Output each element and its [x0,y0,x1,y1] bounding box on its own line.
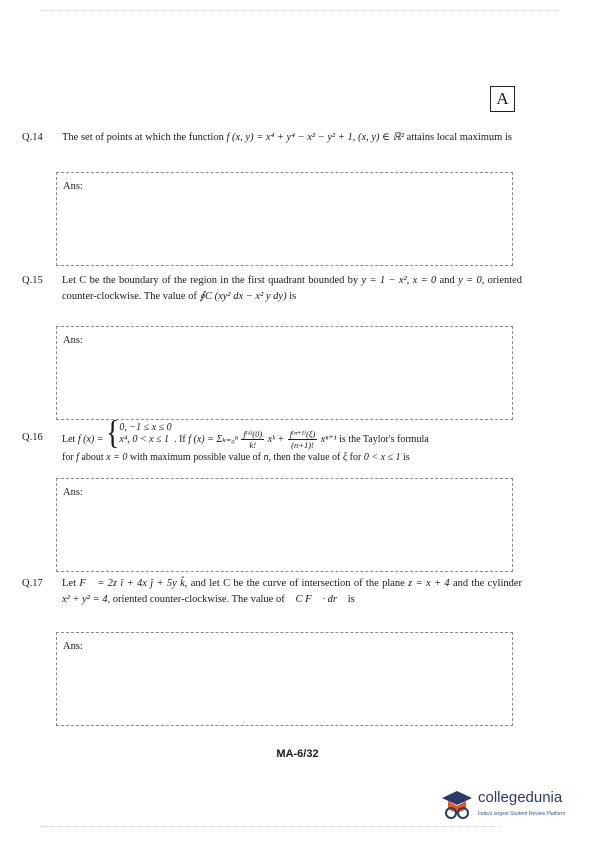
taylor-term-fraction: $\frac{\text{f⁽ᵏ⁾(0)}}{k!}$ [243,429,263,451]
answer-box-15[interactable] [56,326,513,420]
answer-label: Ans: [63,487,83,498]
question-15 [22,273,522,306]
page-footer: MA-6/32 [276,748,319,760]
question-number: Q.17 [22,578,43,589]
left-brace-icon: { [105,414,120,452]
brand-logo [440,785,580,825]
answer-box-16[interactable] [56,478,513,572]
question-text: The set of points at which the function f (x, y) = x⁴ + y⁴ − x² − y² + 1, (x, y) ∈ ℝ² attains local maximum is [62,132,512,143]
question-text: Let f (x) = { 0, −1 ≤ x ≤ 0 x⁴, 0 < x ≤ 1 . If f (x) = Σₖ₌₀ⁿ $\frac{\text{f⁽ᵏ⁾(0)}}{k!}$ xᵏ + $\frac{\text{f⁽ⁿ⁺¹⁾(ξ)}}{(n+1)!}$ xⁿ⁺¹ is the Taylor's formula for f about x = 0 with maximum possible value of n, then the value of ξ for 0 < x ≤ 1 is [62,414,429,464]
line-integral-expression: ∮C F⃗ · dr⃗ [287,594,346,606]
vector-field-expression: F⃗ = 2z î + 4x ĵ + 5y k̂, [79,578,188,589]
line-integral-expression: ∮C (xy² dx − x² y dy) [199,291,287,303]
answer-box-17[interactable] [56,632,513,726]
answer-label: Ans: [63,335,83,346]
answer-label: Ans: [63,181,83,192]
question-number: Q.14 [22,132,43,143]
brand-tagline: India's largest Student Review Platform [478,811,566,817]
answer-label: Ans: [63,641,83,652]
remainder-fraction: $\frac{\text{f⁽ⁿ⁺¹⁾(ξ)}}{(n+1)!}$ [289,429,316,451]
answer-box-14[interactable] [56,172,513,266]
function-expression: f (x, y) = x⁴ + y⁴ − x² − y² + 1, (x, y) ∈ ℝ² [226,132,405,143]
section-label-box: A [490,86,515,112]
question-16 [22,414,522,466]
question-number: Q.16 [22,432,43,443]
question-14 [22,130,522,146]
bottom-scan-noise [40,826,500,827]
graduation-cap-icon [440,787,474,821]
brand-name: collegedunia [478,789,563,806]
top-scan-noise [40,10,560,11]
piecewise-definition: { 0, −1 ≤ x ≤ 0 x⁴, 0 < x ≤ 1 [105,414,172,452]
question-text: Let F⃗ = 2z î + 4x ĵ + 5y k̂, and let C be the curve of intersection of the plane z = x + 4 and the cylinder x² + y² = 4, oriented counter-clockwise. The value of ∮C F⃗ · dr⃗ is [62,578,523,606]
question-number: Q.15 [22,275,43,286]
question-text: Let C be the boundary of the region in the first quadrant bounded by y = 1 − x², x = 0 and y = 0, oriented counter-clockwise. The value of ∮C (xy² dx − x² y dy) is [62,275,523,303]
question-17 [22,576,522,609]
